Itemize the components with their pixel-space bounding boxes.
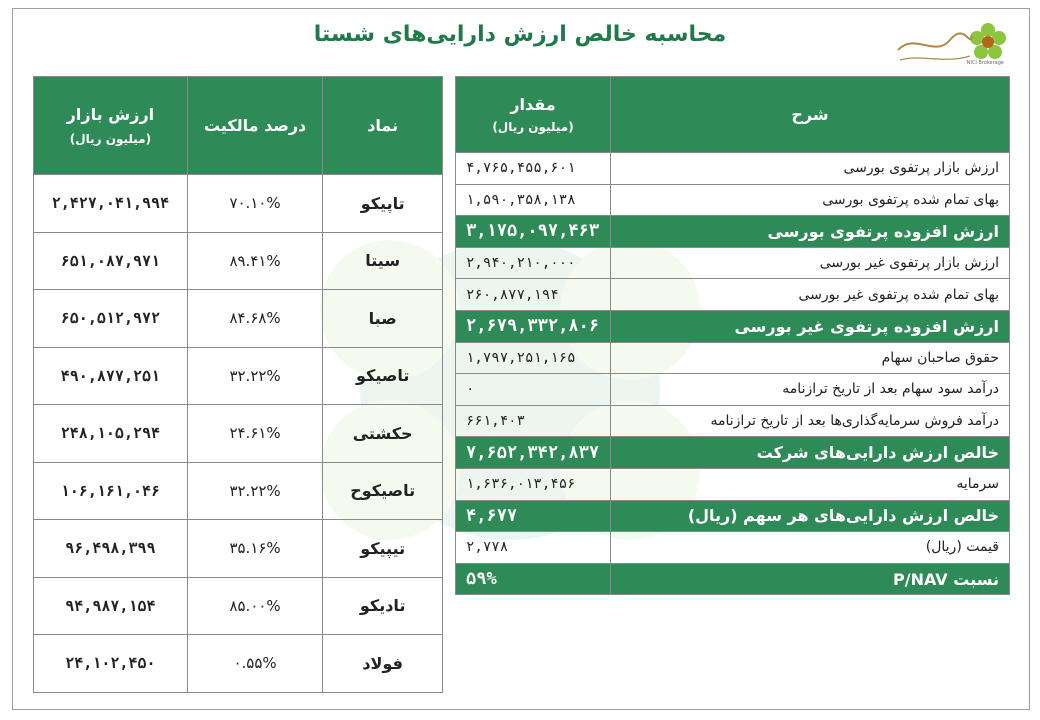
row-value: ۲,۹۴۰,۲۱۰,۰۰۰ <box>456 247 611 279</box>
row-value: ۰ <box>456 374 611 406</box>
row-value: ۶۶۱,۴۰۳ <box>456 405 611 437</box>
row-value: ۴,۷۶۵,۴۵۵,۶۰۱ <box>456 153 611 185</box>
row-label: بهای تمام شده پرتفوی غیر بورسی <box>611 279 1010 311</box>
row-label: ارزش افزوده پرتفوی غیر بورسی <box>611 310 1010 342</box>
table-row <box>456 500 1010 532</box>
table-row <box>456 437 1010 469</box>
row-label: نسبت P/NAV <box>611 563 1010 595</box>
row-value: ۴,۶۷۷ <box>456 500 611 532</box>
ownership-cell: ۸۴.۶۸% <box>187 290 323 348</box>
symbol-cell: تادیکو <box>323 577 443 635</box>
table-row <box>34 290 443 348</box>
market-value-cell: ۲۴,۱۰۲,۴۵۰ <box>34 635 188 693</box>
market-value-cell: ۲۴۸,۱۰۵,۲۹۴ <box>34 405 188 463</box>
symbol-cell: تاپیکو <box>323 175 443 233</box>
table-row <box>456 247 1010 279</box>
symbol-cell: تاصیکوح <box>323 462 443 520</box>
row-label: قیمت (ریال) <box>611 532 1010 564</box>
row-label: ارزش افزوده پرتفوی بورسی <box>611 216 1010 248</box>
symbol-cell: تیپیکو <box>323 520 443 578</box>
row-label: حقوق صاحبان سهام <box>611 342 1010 374</box>
row-value: ۱,۷۹۷,۲۵۱,۱۶۵ <box>456 342 611 374</box>
symbol-cell: صبا <box>323 290 443 348</box>
symbol-cell: حکشتی <box>323 405 443 463</box>
row-label: ارزش بازار پرتفوی بورسی <box>611 153 1010 185</box>
table-row <box>456 468 1010 500</box>
row-value: ۷,۶۵۲,۳۴۲,۸۳۷ <box>456 437 611 469</box>
table-row <box>34 175 443 233</box>
row-label: درآمد فروش سرمایه‌گذاری‌ها بعد از تاریخ ترازنامه <box>611 405 1010 437</box>
row-label: خالص ارزش دارایی‌های هر سهم (ریال) <box>611 500 1010 532</box>
table-row <box>34 577 443 635</box>
table-row <box>456 310 1010 342</box>
symbol-cell: سیتا <box>323 232 443 290</box>
row-value: ۲۶۰,۸۷۷,۱۹۴ <box>456 279 611 311</box>
table-row <box>456 184 1010 216</box>
table-row <box>456 374 1010 406</box>
ownership-cell: ۰.۵۵% <box>187 635 323 693</box>
table-row <box>34 405 443 463</box>
row-value: ۲,۶۷۹,۳۳۲,۸۰۶ <box>456 310 611 342</box>
market-value-cell: ۶۵۰,۵۱۲,۹۷۲ <box>34 290 188 348</box>
market-value-cell: ۲,۴۲۷,۰۴۱,۹۹۴ <box>34 175 188 233</box>
market-value-cell: ۶۵۱,۰۸۷,۹۷۱ <box>34 232 188 290</box>
ownership-cell: ۳۲.۲۲% <box>187 347 323 405</box>
table-row <box>456 153 1010 185</box>
table-row <box>456 563 1010 595</box>
row-value: ۱,۵۹۰,۳۵۸,۱۳۸ <box>456 184 611 216</box>
table-row <box>34 462 443 520</box>
holdings-table <box>33 76 443 693</box>
ownership-cell: ۳۵.۱۶% <box>187 520 323 578</box>
ownership-cell: ۸۵.۰۰% <box>187 577 323 635</box>
header-symbol: نماد <box>323 77 443 175</box>
row-label: سرمایه <box>611 468 1010 500</box>
market-value-cell: ۴۹۰,۸۷۷,۲۵۱ <box>34 347 188 405</box>
row-value: ۲,۷۷۸ <box>456 532 611 564</box>
row-value: ۱,۶۳۶,۰۱۳,۴۵۶ <box>456 468 611 500</box>
market-value-cell: ۱۰۶,۱۶۱,۰۴۶ <box>34 462 188 520</box>
table-row <box>456 532 1010 564</box>
page-title: محاسبه خالص ارزش دارایی‌های شستا <box>313 22 727 47</box>
market-value-cell: ۹۴,۹۸۷,۱۵۴ <box>34 577 188 635</box>
row-label: درآمد سود سهام بعد از تاریخ ترازنامه <box>611 374 1010 406</box>
row-label: ارزش بازار پرتفوی غیر بورسی <box>611 247 1010 279</box>
table-row <box>456 279 1010 311</box>
symbol-cell: تاصیکو <box>323 347 443 405</box>
table-row <box>34 520 443 578</box>
table-row <box>34 232 443 290</box>
row-value: ۳,۱۷۵,۰۹۷,۴۶۳ <box>456 216 611 248</box>
table-row <box>456 216 1010 248</box>
table-row <box>34 635 443 693</box>
nav-calculation-table <box>455 76 1010 595</box>
header-description: شرح <box>611 77 1010 153</box>
ownership-cell: ۷۰.۱۰% <box>187 175 323 233</box>
header-value: مقدار (میلیون ریال) <box>456 77 611 153</box>
ownership-cell: ۸۹.۴۱% <box>187 232 323 290</box>
header-ownership: درصد مالکیت <box>187 77 323 175</box>
logo-text: NICI Brokerage <box>966 60 1004 66</box>
row-value: ۵۹% <box>456 563 611 595</box>
table-row <box>34 347 443 405</box>
row-label: بهای تمام شده پرتفوی بورسی <box>611 184 1010 216</box>
symbol-cell: فولاد <box>323 635 443 693</box>
header-market-value: ارزش بازار (میلیون ریال) <box>34 77 188 175</box>
row-label: خالص ارزش دارایی‌های شرکت <box>611 437 1010 469</box>
table-row <box>456 342 1010 374</box>
ownership-cell: ۳۲.۲۲% <box>187 462 323 520</box>
table-row <box>456 405 1010 437</box>
ownership-cell: ۲۴.۶۱% <box>187 405 323 463</box>
market-value-cell: ۹۶,۴۹۸,۳۹۹ <box>34 520 188 578</box>
